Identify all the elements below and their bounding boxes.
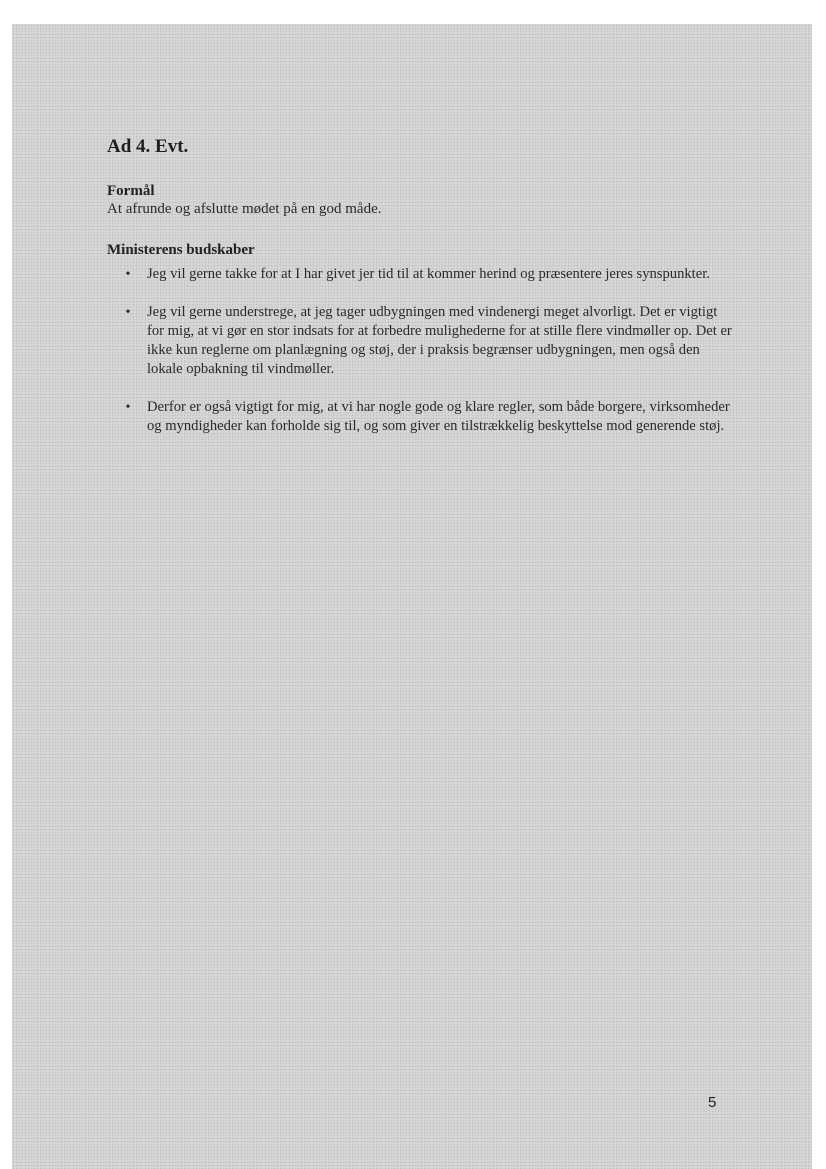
section-heading: Ad 4. Evt. [107,136,189,157]
messages-title: Ministerens budskaber [107,242,255,258]
bullet-text: Jeg vil gerne takke for at I har givet jer tid til at kommer herind og præsentere jeres synspunkter. [147,266,710,282]
bullet-icon: • [125,305,131,320]
page-number: 5 [708,1094,717,1111]
bullet-text: Derfor er også vigtigt for mig, at vi har nogle gode og klare regler, som både borgere, virksomheder og myndigheder kan forholde sig til, og som giver en tilstrækkelig beskyttelse mod generende støj. [147,399,730,434]
bullet-icon: • [125,267,131,282]
purpose-text: At afrunde og afslutte mødet på en god måde. [107,201,382,217]
bullet-text: Jeg vil gerne understrege, at jeg tager udbygningen med vindenergi meget alvorligt. Det er vigtigt for mig, at vi gør en stor indsats for at forbedre mulighederne for at stille flere vindmøller op. Det er ikke kun reglerne om planlægning og støj, der i praksis begrænser udbygningen, men også den lokale opbakning til vindmøller. [147,304,732,377]
list-item [107,303,737,379]
scanned-page [12,24,812,1169]
purpose-title: Formål [107,183,155,199]
page-content [107,136,737,455]
bullet-icon: • [125,400,131,415]
list-item [107,398,737,436]
messages-list [107,265,737,436]
list-item [107,265,737,284]
